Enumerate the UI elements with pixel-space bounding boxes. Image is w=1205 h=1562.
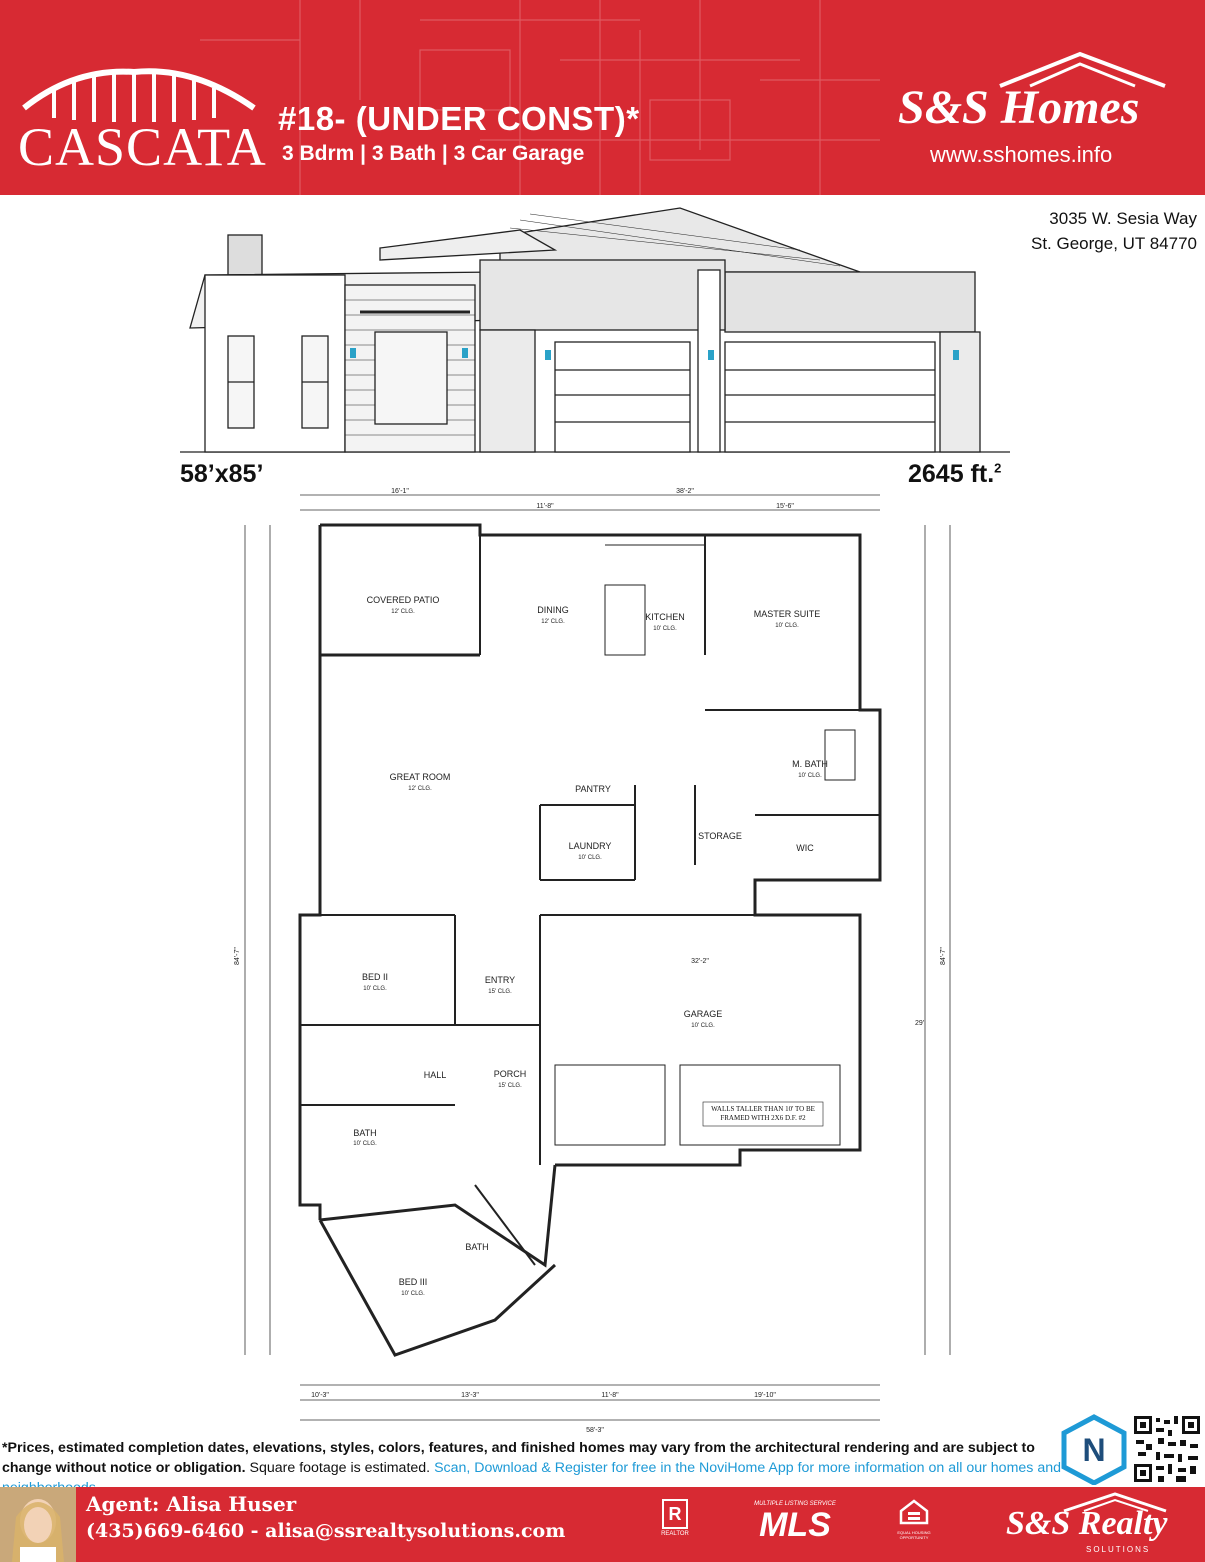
room-master-suite: MASTER SUITE [753, 609, 821, 619]
room-dining: DINING [537, 605, 569, 615]
room-bed3-clg: 10' CLG. [401, 1291, 425, 1297]
address-line1: 3035 W. Sesia Way [1049, 209, 1197, 228]
room-wic: WIC [796, 843, 814, 853]
dim-top-2: 11'-8" [536, 503, 554, 510]
front-elevation-drawing [180, 200, 1010, 458]
agent-photo [0, 1487, 76, 1562]
room-bed3: BED III [398, 1277, 428, 1287]
realty-brand: S&S Realty [1006, 1505, 1168, 1542]
property-address [1031, 206, 1197, 256]
room-bath: BATH [353, 1128, 377, 1138]
room-entry-clg: 15' CLG. [488, 989, 512, 995]
footer-banner [0, 1487, 1205, 1562]
room-covered-patio: COVERED PATIO [366, 595, 440, 605]
dim-bottom-2: 13'-3" [461, 1392, 479, 1399]
room-laundry-clg: 10' CLG. [578, 855, 602, 861]
room-master-suite-clg: 10' CLG. [775, 623, 799, 629]
dim-bottom-4: 19'-10" [754, 1392, 776, 1399]
room-bed2: BED II [361, 972, 389, 982]
lot-size: 58’x85’ [180, 460, 264, 488]
disclaimer-bold: *Prices, estimated completion dates, elevations, styles, colors, features, and finished homes may vary from the architectural rendering and are subject to change without notice or obligation. [2, 1440, 1035, 1476]
agent-contact[interactable]: (435)669-6460 - alisa@ssrealtysolutions.com [86, 1520, 566, 1542]
room-storage: STORAGE [698, 831, 742, 841]
novihome-logo-icon[interactable] [1058, 1413, 1130, 1485]
realtor-label: REALTOR [661, 1531, 689, 1537]
dim-top-total: 38'-2" [676, 488, 694, 495]
equal-housing-logo [897, 1499, 931, 1540]
dim-top-3: 15'-6" [776, 503, 794, 510]
plan-title: #18- (UNDER CONST)* [278, 100, 640, 137]
room-hall: HALL [423, 1070, 447, 1080]
agent-name: Agent: Alisa Huser [86, 1492, 297, 1516]
room-garage-clg: 10' CLG. [691, 1023, 715, 1029]
disclaimer-normal: Square footage is estimated. [249, 1460, 431, 1476]
room-entry: ENTRY [484, 975, 516, 985]
floor-plan-drawing [225, 485, 985, 1435]
address-line2: St. George, UT 84770 [1030, 234, 1197, 253]
brand-url[interactable]: www.sshomes.info [930, 142, 1113, 167]
room-covered-patio-clg: 12' CLG. [391, 609, 415, 615]
room-laundry: LAUNDRY [568, 841, 612, 851]
dim-right-total: 84'-7" [940, 947, 947, 965]
square-footage: 2645 ft.$^2$ [908, 460, 1002, 488]
svg-text:N: N [1082, 1432, 1106, 1468]
realtor-logo [660, 1499, 690, 1537]
room-garage: GARAGE [683, 1009, 723, 1019]
equal-housing-label: EQUAL HOUSING OPPORTUNITY [897, 1530, 931, 1540]
room-bath2: BATH [465, 1242, 489, 1252]
room-great-room-clg: 12' CLG. [408, 786, 432, 792]
mls-caption: MULTIPLE LISTING SERVICE [754, 1501, 836, 1507]
room-kitchen: KITCHEN [645, 612, 685, 622]
equal-housing-icon [899, 1499, 929, 1525]
community-logo-text: CASCATA [18, 117, 267, 177]
room-great-room: GREAT ROOM [389, 772, 451, 782]
dim-bottom-3: 11'-8" [601, 1392, 619, 1399]
dim-garage-h: 29' [915, 1020, 925, 1027]
realtor-icon: R [662, 1499, 688, 1529]
mls-text: MLS [759, 1506, 831, 1544]
header-banner [0, 0, 1205, 195]
room-pantry: PANTRY [575, 784, 611, 794]
realty-sub: SOLUTIONS [1086, 1545, 1151, 1554]
room-bed2-clg: 10' CLG. [363, 986, 387, 992]
framing-note: WALLS TALLER THAN 10' TO BE FRAMED WITH 2X6 D.F. #2 [711, 1105, 815, 1122]
plan-specs: 3 Bdrm | 3 Bath | 3 Car Garage [282, 142, 585, 165]
mls-logo [740, 1501, 850, 1543]
room-m-bath-clg: 10' CLG. [798, 773, 822, 779]
dim-bottom-1: 10'-3" [311, 1392, 329, 1399]
room-kitchen-clg: 10' CLG. [653, 626, 677, 632]
room-porch: PORCH [493, 1069, 527, 1079]
room-dining-clg: 12' CLG. [541, 619, 565, 625]
novihome-link[interactable]: Scan, Download & Register for free in the NoviHome App for more information on all our homes and [434, 1460, 1061, 1476]
dim-garage-w: 32'-2" [691, 958, 709, 965]
dim-top-1: 16'-1" [391, 488, 409, 495]
dim-bottom-total: 58'-3" [586, 1427, 604, 1434]
brand-name: S&S Homes [898, 81, 1140, 134]
room-bath-clg: 10' CLG. [353, 1141, 377, 1147]
qr-code-icon[interactable] [1132, 1414, 1202, 1484]
room-porch-clg: 15' CLG. [498, 1083, 522, 1089]
dim-left-total: 84'-7" [234, 947, 241, 965]
room-m-bath: M. BATH [792, 759, 828, 769]
